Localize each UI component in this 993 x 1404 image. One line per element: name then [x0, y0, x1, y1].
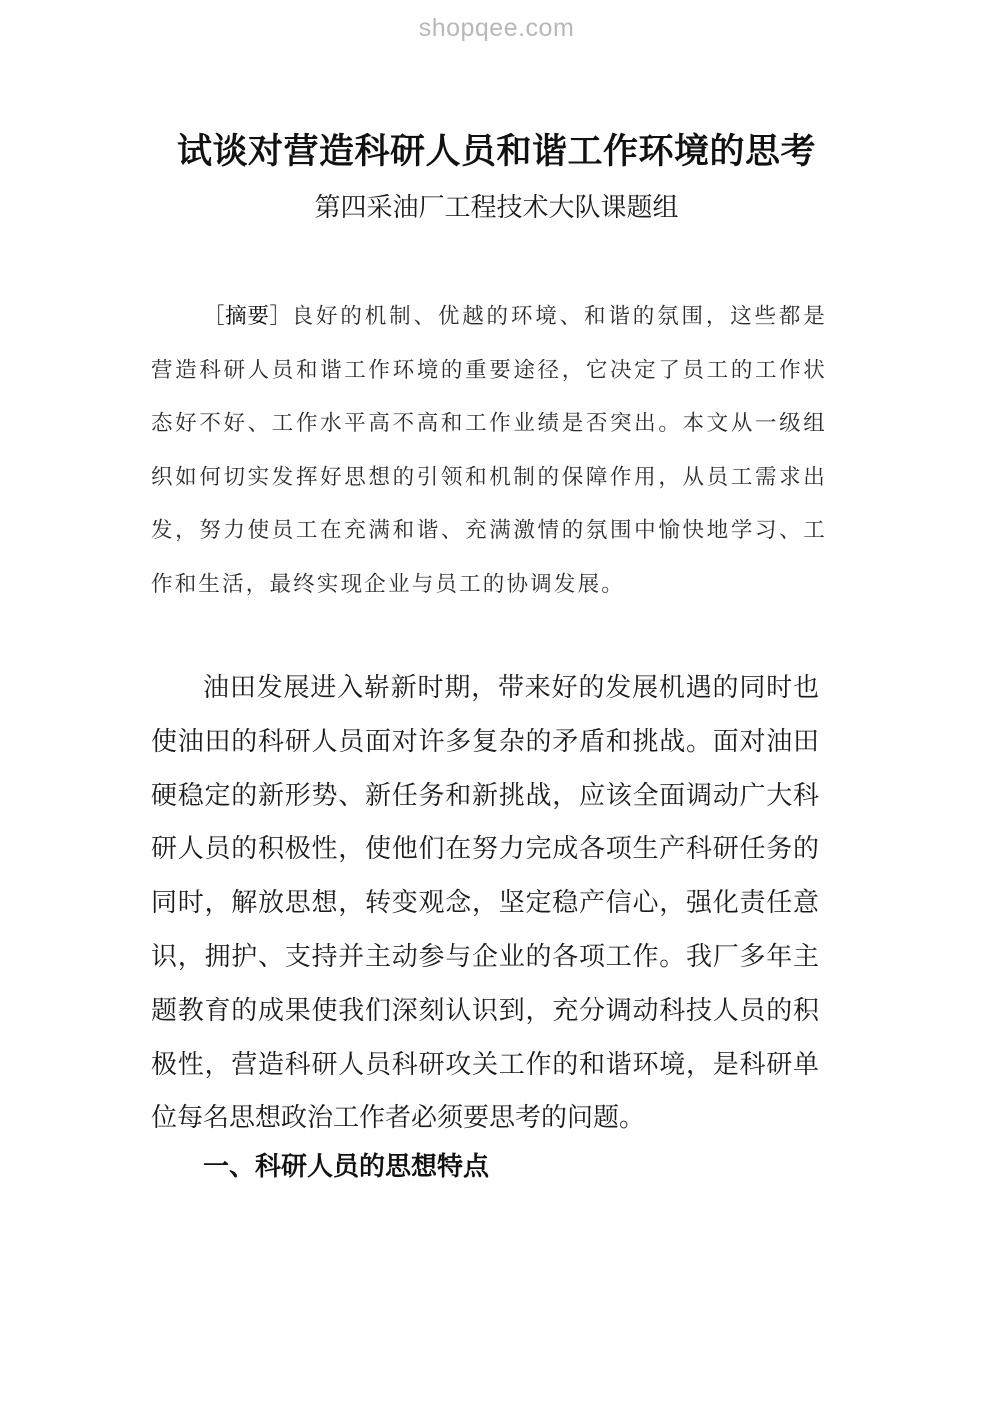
abstract-text: 良好的机制、优越的环境、和谐的氛围，这些都是营造科研人员和谐工作环境的重要途径，它决定了员工的工作状态好不好、工作水平高不高和工作业绩是否突出。本文从一级组织如何切实发挥好思想的引领和机制的保障作用，从员工需求出发，努力使员工在充满和谐、充满激情的氛围中愉快地学习、工作和生活，最终实现企业与员工的协调发展。 — [151, 304, 827, 597]
section-heading: 一、科研人员的思想特点 — [203, 1152, 490, 1182]
document-subtitle: 第四采油厂工程技术大队课题组 — [314, 193, 679, 223]
body-paragraph: 油田发展进入崭新时期，带来好的发展机遇的同时也使油田的科研人员面对许多复杂的矛盾和挑战。面对油田硬稳定的新形势、新任务和新挑战，应该全面调动广大科研人员的积极性，使他们在努力完成各项生产科研任务的同时，解放思想，转变观念，坚定稳产信心，强化责任意识，拥护、支持并主动参与企业的各项工作。我厂多年主题教育的成果使我们深刻认识到，充分调动科技人员的积极性，营造科研人员科研攻关工作的和谐环境，是科研单位每名思想政治工作者必须要思考的问题。 — [151, 673, 819, 1134]
watermark: shopqee.com — [418, 14, 575, 42]
abstract-paragraph — [151, 290, 827, 611]
document-title: 试谈对营造科研人员和谐工作环境的思考 — [176, 131, 816, 172]
abstract-label: ［摘要］ — [203, 304, 292, 329]
